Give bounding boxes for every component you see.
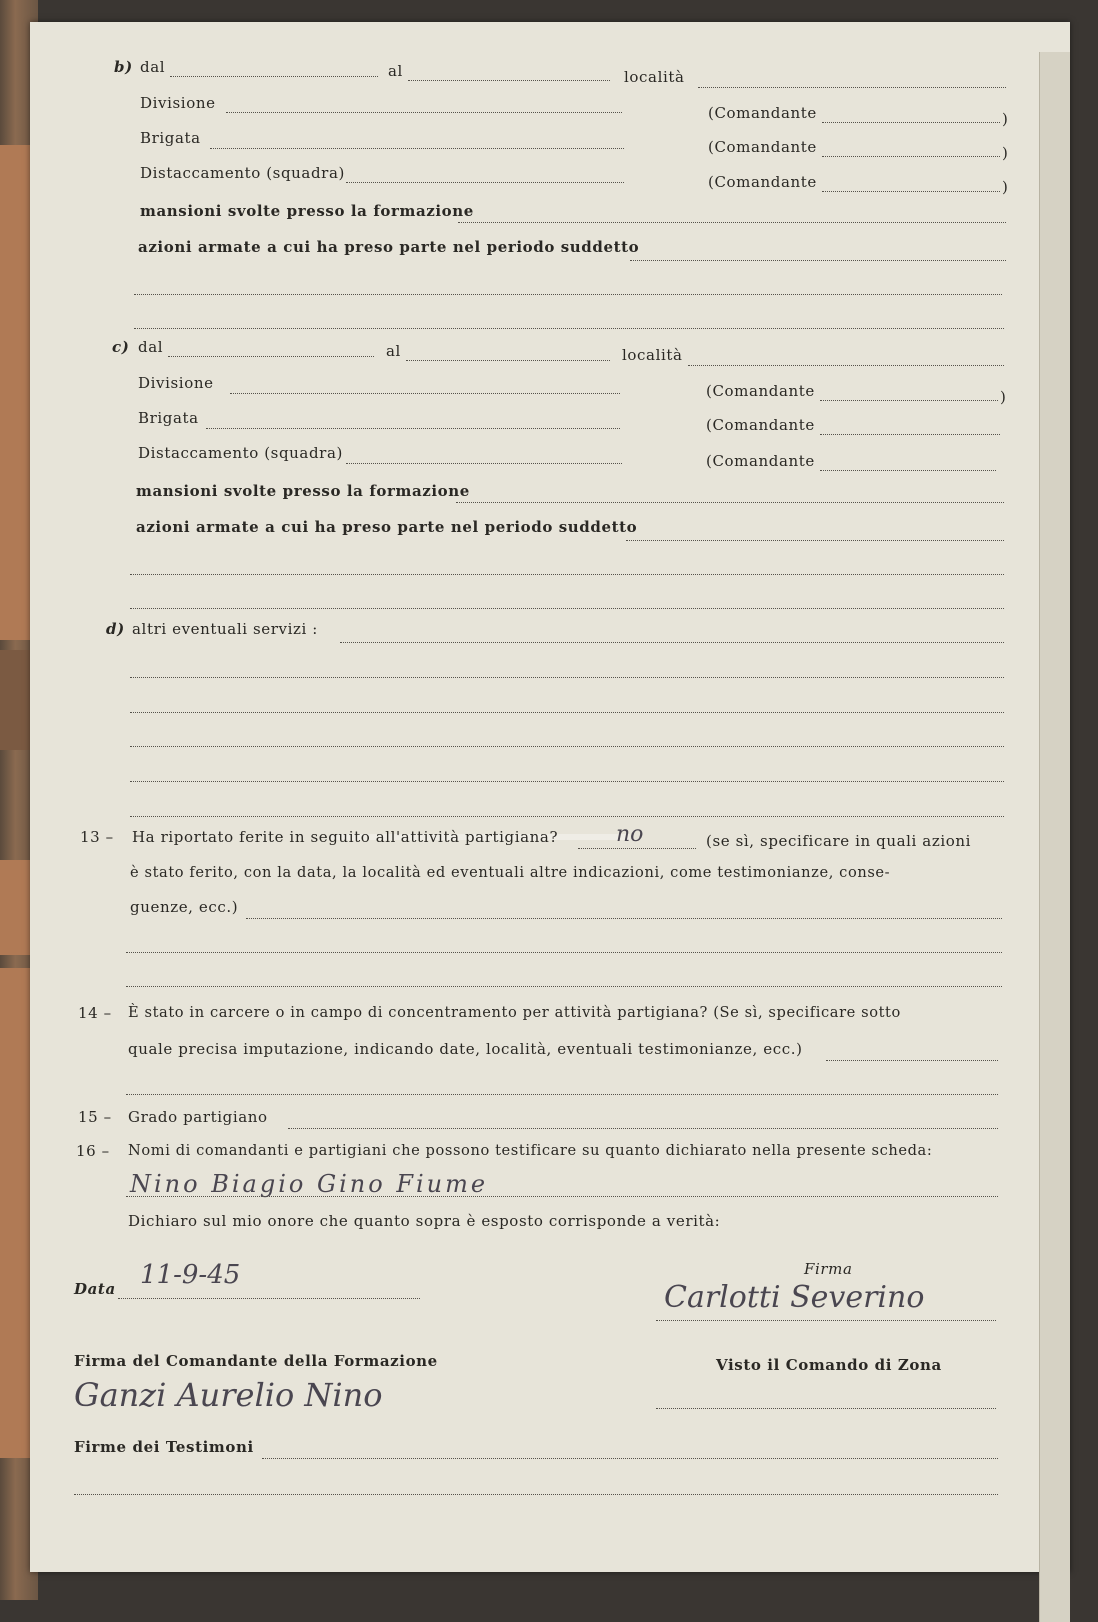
q16-number: 16 – [76, 1142, 110, 1160]
testimoni-line [74, 1494, 998, 1495]
section-b-comandante-1-field [822, 122, 1000, 123]
section-c-mansioni: mansioni svolte presso la formazione [136, 482, 470, 500]
section-c-extra-line [130, 574, 1004, 575]
close-paren: ) [1002, 110, 1009, 128]
section-b-extra-line [134, 294, 1002, 295]
section-b-al-field [408, 80, 610, 81]
zona-label: Visto il Comando di Zona [716, 1356, 942, 1374]
section-c-comandante-2-field [820, 434, 1000, 435]
section-b-distaccamento-field [346, 182, 624, 183]
q15-label: Grado partigiano [128, 1108, 268, 1126]
firma-field [656, 1320, 996, 1321]
section-b-comandante-1: (Comandante [708, 104, 817, 122]
section-b-comandante-3-field [822, 191, 1000, 192]
commander-signature: Ganzi Aurelio Nino [74, 1376, 383, 1414]
section-b-mansioni-field [458, 222, 1006, 223]
section-b-comandante-2: (Comandante [708, 138, 817, 156]
close-paren: ) [1000, 388, 1007, 406]
q13-answer: no [616, 822, 644, 847]
commander-label: Firma del Comandante della Formazione [74, 1352, 438, 1370]
section-c-comandante-3: (Comandante [706, 452, 815, 470]
date-value: 11-9-45 [140, 1260, 241, 1290]
section-d-line [130, 816, 1004, 817]
q14-line2: quale precisa imputazione, indicando date, località, eventuali testimonianze, ecc.) [128, 1040, 803, 1058]
q13-answer-field [578, 848, 696, 849]
q13-line1b: (se sì, specificare in quali azioni [706, 832, 972, 850]
close-paren: ) [1002, 178, 1009, 196]
q13-line1: Ha riportato ferite in seguito all'attività partigiana? [132, 828, 559, 846]
section-c-mansioni-field [456, 502, 1004, 503]
section-b-comandante-2-field [822, 156, 1000, 157]
form-page [30, 22, 1070, 1572]
section-b-brigata-field [210, 148, 624, 149]
section-c-extra-line [130, 608, 1004, 609]
q13-line [126, 986, 1002, 987]
section-b-extra-line [134, 328, 1004, 329]
testimoni-field [262, 1458, 998, 1459]
section-c-distaccamento-field [346, 463, 622, 464]
section-c-localita-field [688, 365, 1004, 366]
zona-field [656, 1408, 996, 1409]
section-c-brigata-field [206, 428, 620, 429]
section-b-azioni: azioni armate a cui ha preso parte nel periodo suddetto [138, 238, 640, 256]
section-b-azioni-field [630, 260, 1006, 261]
section-c-distaccamento: Distaccamento (squadra) [138, 444, 343, 462]
section-b-mansioni: mansioni svolte presso la formazione [140, 202, 474, 220]
q13-line2: è stato ferito, con la data, la località ed eventuali altre indicazioni, come testimonianze, conse- [130, 864, 891, 881]
q15-number: 15 – [78, 1108, 112, 1126]
q13-line3: guenze, ecc.) [130, 898, 239, 916]
q13-field [246, 918, 1002, 919]
section-d-letter: d) [106, 620, 125, 638]
section-d-line [130, 712, 1004, 713]
section-c-azioni-field [626, 540, 1004, 541]
section-d-line [130, 677, 1004, 678]
section-b-dal-field [170, 76, 378, 77]
section-b-comandante-3: (Comandante [708, 173, 817, 191]
q13-number: 13 – [80, 828, 114, 846]
section-c-divisione: Divisione [138, 374, 214, 392]
q15-field [288, 1128, 998, 1129]
section-c-letter: c) [112, 338, 130, 356]
section-c-comandante-1: (Comandante [706, 382, 815, 400]
section-c-comandante-3-field [820, 470, 996, 471]
firma-label: Firma [804, 1260, 853, 1278]
q14-line [126, 1094, 998, 1095]
section-b-letter: b) [114, 58, 133, 76]
section-d-label: altri eventuali servizi : [132, 620, 318, 638]
q13-line [126, 952, 1002, 953]
next-page-edge [1039, 52, 1070, 1622]
section-c-dal-field [168, 356, 374, 357]
q14-number: 14 – [78, 1004, 112, 1022]
close-paren: ) [1002, 144, 1009, 162]
section-c-divisione-field [230, 393, 620, 394]
section-b-localita-field [698, 87, 1006, 88]
section-c-al: al [386, 342, 401, 360]
section-d-line [130, 746, 1004, 747]
date-label: Data [74, 1280, 116, 1298]
section-d-field [340, 642, 1004, 643]
section-c-azioni: azioni armate a cui ha preso parte nel periodo suddetto [136, 518, 638, 536]
section-c-brigata: Brigata [138, 409, 199, 427]
testimoni-label: Firme dei Testimoni [74, 1438, 254, 1456]
section-c-comandante-2: (Comandante [706, 416, 815, 434]
section-b-divisione: Divisione [140, 94, 216, 112]
section-b-brigata: Brigata [140, 129, 201, 147]
q14-line1: È stato in carcere o in campo di concentramento per attività partigiana? (Se sì, specificare sotto [128, 1004, 901, 1021]
section-d-line [130, 781, 1004, 782]
firma-signature: Carlotti Severino [664, 1280, 925, 1315]
section-c-dal: dal [138, 338, 164, 356]
q16-names: Nino Biagio Gino Fiume [130, 1170, 489, 1198]
date-field [118, 1298, 420, 1299]
section-c-al-field [406, 360, 610, 361]
section-b-divisione-field [226, 112, 622, 113]
q14-field [826, 1060, 998, 1061]
section-c-comandante-1-field [820, 400, 998, 401]
q16-label: Nomi di comandanti e partigiani che possono testificare su quanto dichiarato nella presente scheda: [128, 1142, 933, 1159]
section-c-localita: località [622, 346, 683, 364]
q16-field [126, 1196, 998, 1197]
section-b-dal: dal [140, 58, 166, 76]
section-b-al: al [388, 62, 403, 80]
declaration: Dichiaro sul mio onore che quanto sopra è esposto corrisponde a verità: [128, 1212, 721, 1230]
section-b-distaccamento: Distaccamento (squadra) [140, 164, 345, 182]
section-b-localita: località [624, 68, 685, 86]
